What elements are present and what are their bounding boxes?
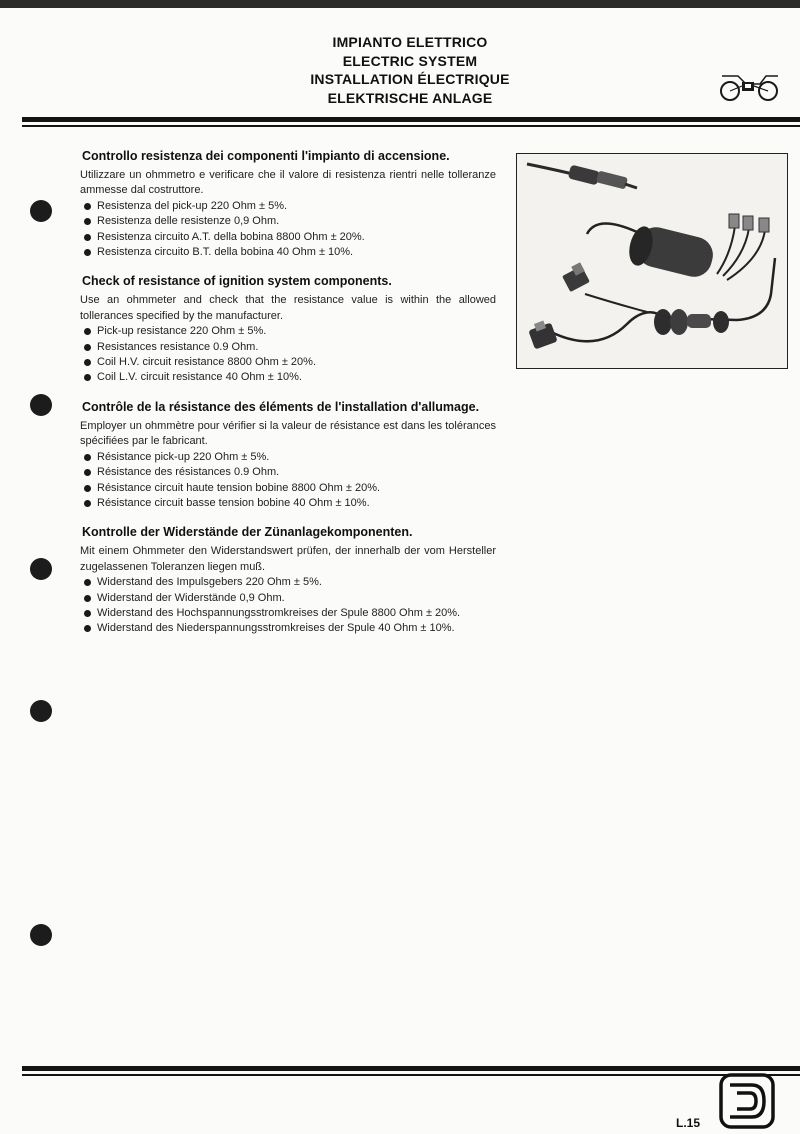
list-item: Coil H.V. circuit resistance 8800 Ohm ± 20%. xyxy=(80,355,496,370)
section-title: Contrôle de la résistance des éléments de l'installation d'allumage. xyxy=(82,399,480,414)
list-item: Resistenza circuito B.T. della bobina 40 Ohm ± 10%. xyxy=(80,245,496,260)
list-item: Pick-up resistance 220 Ohm ± 5%. xyxy=(80,324,496,339)
header-title-fr: INSTALLATION ÉLECTRIQUE xyxy=(310,71,510,87)
ignition-components-photo xyxy=(516,153,788,369)
list-item: Coil L.V. circuit resistance 40 Ohm ± 10%. xyxy=(80,370,496,385)
plug-connector-icon xyxy=(562,262,590,292)
list-item: Resistenza delle resistenze 0,9 Ohm. xyxy=(80,214,496,229)
binder-hole xyxy=(30,394,52,416)
header-title-en: ELECTRIC SYSTEM xyxy=(342,52,478,69)
list-item: Resistances resistance 0.9 Ohm. xyxy=(80,340,496,355)
manufacturer-logo-icon xyxy=(718,1072,778,1130)
list-item: Résistance des résistances 0.9 Ohm. xyxy=(80,465,496,480)
binder-hole xyxy=(30,558,52,580)
resistance-list xyxy=(80,575,496,637)
section-italian xyxy=(80,149,496,260)
list-item: Widerstand der Widerstände 0,9 Ohm. xyxy=(80,591,496,606)
header-title-it: IMPIANTO ELETTRICO xyxy=(332,34,488,50)
binder-hole xyxy=(30,924,52,946)
header-title-de: ELEKTRISCHE ANLAGE xyxy=(327,89,493,106)
resistance-list xyxy=(80,199,496,261)
list-item: Widerstand des Niederspannungsstromkreises der Spule 40 Ohm ± 10%. xyxy=(80,621,496,636)
list-item: Widerstand des Impulsgebers 220 Ohm ± 5%. xyxy=(80,575,496,590)
header-rule xyxy=(22,117,800,127)
list-item: Widerstand des Hochspannungsstromkreises der Spule 8800 Ohm ± 20%. xyxy=(80,606,496,621)
footer-rule xyxy=(22,1066,800,1076)
section-german xyxy=(80,525,496,636)
section-english xyxy=(80,274,496,385)
bottom-connector-icon xyxy=(528,321,557,350)
motorcycle-icon xyxy=(716,64,782,104)
list-item: Résistance pick-up 220 Ohm ± 5%. xyxy=(80,450,496,465)
section-intro: Utilizzare un ohmmetro e verificare che il valore di resistenza rientri nelle tolleranze ammesse dal costruttore. xyxy=(80,169,496,197)
page-header xyxy=(240,33,580,107)
main-content xyxy=(80,149,496,651)
binder-hole xyxy=(30,200,52,222)
list-item: Resistenza circuito A.T. della bobina 8800 Ohm ± 20%. xyxy=(80,230,496,245)
list-item: Résistance circuit basse tension bobine 40 Ohm ± 10%. xyxy=(80,496,496,511)
section-title: Controllo resistenza dei componenti l'impianto di accensione. xyxy=(82,149,450,163)
section-intro: Use an ohmmeter and check that the resistance value is within the allowed tollerances specified by the manufacturer. xyxy=(80,294,496,322)
page-top-edge xyxy=(0,0,800,8)
resistance-list xyxy=(80,450,496,512)
pickup-connector-icon xyxy=(527,164,637,189)
resistance-list xyxy=(80,324,496,386)
section-title: Kontrolle der Widerstände der Zünanlagekomponenten. xyxy=(82,525,413,540)
list-item: Resistenza del pick-up 220 Ohm ± 5%. xyxy=(80,199,496,214)
section-title: Check of resistance of ignition system components. xyxy=(82,274,392,289)
page-number: L.15 xyxy=(676,1116,701,1130)
ignition-coil-icon xyxy=(587,223,717,280)
binder-hole xyxy=(30,700,52,722)
section-intro: Employer un ohmmètre pour vérifier si la valeur de résistance est dans les tolérances spécifiées par le fabricant. xyxy=(80,419,496,448)
list-item: Résistance circuit haute tension bobine 8800 Ohm ± 20%. xyxy=(80,481,496,496)
wire-terminals-icon xyxy=(717,214,769,280)
section-intro: Mit einem Ohmmeter den Widerstandswert prüfen, der innerhalb der vom Hersteller zugelassenen Toleranzen liegen muß. xyxy=(80,545,496,573)
section-french xyxy=(80,400,496,511)
